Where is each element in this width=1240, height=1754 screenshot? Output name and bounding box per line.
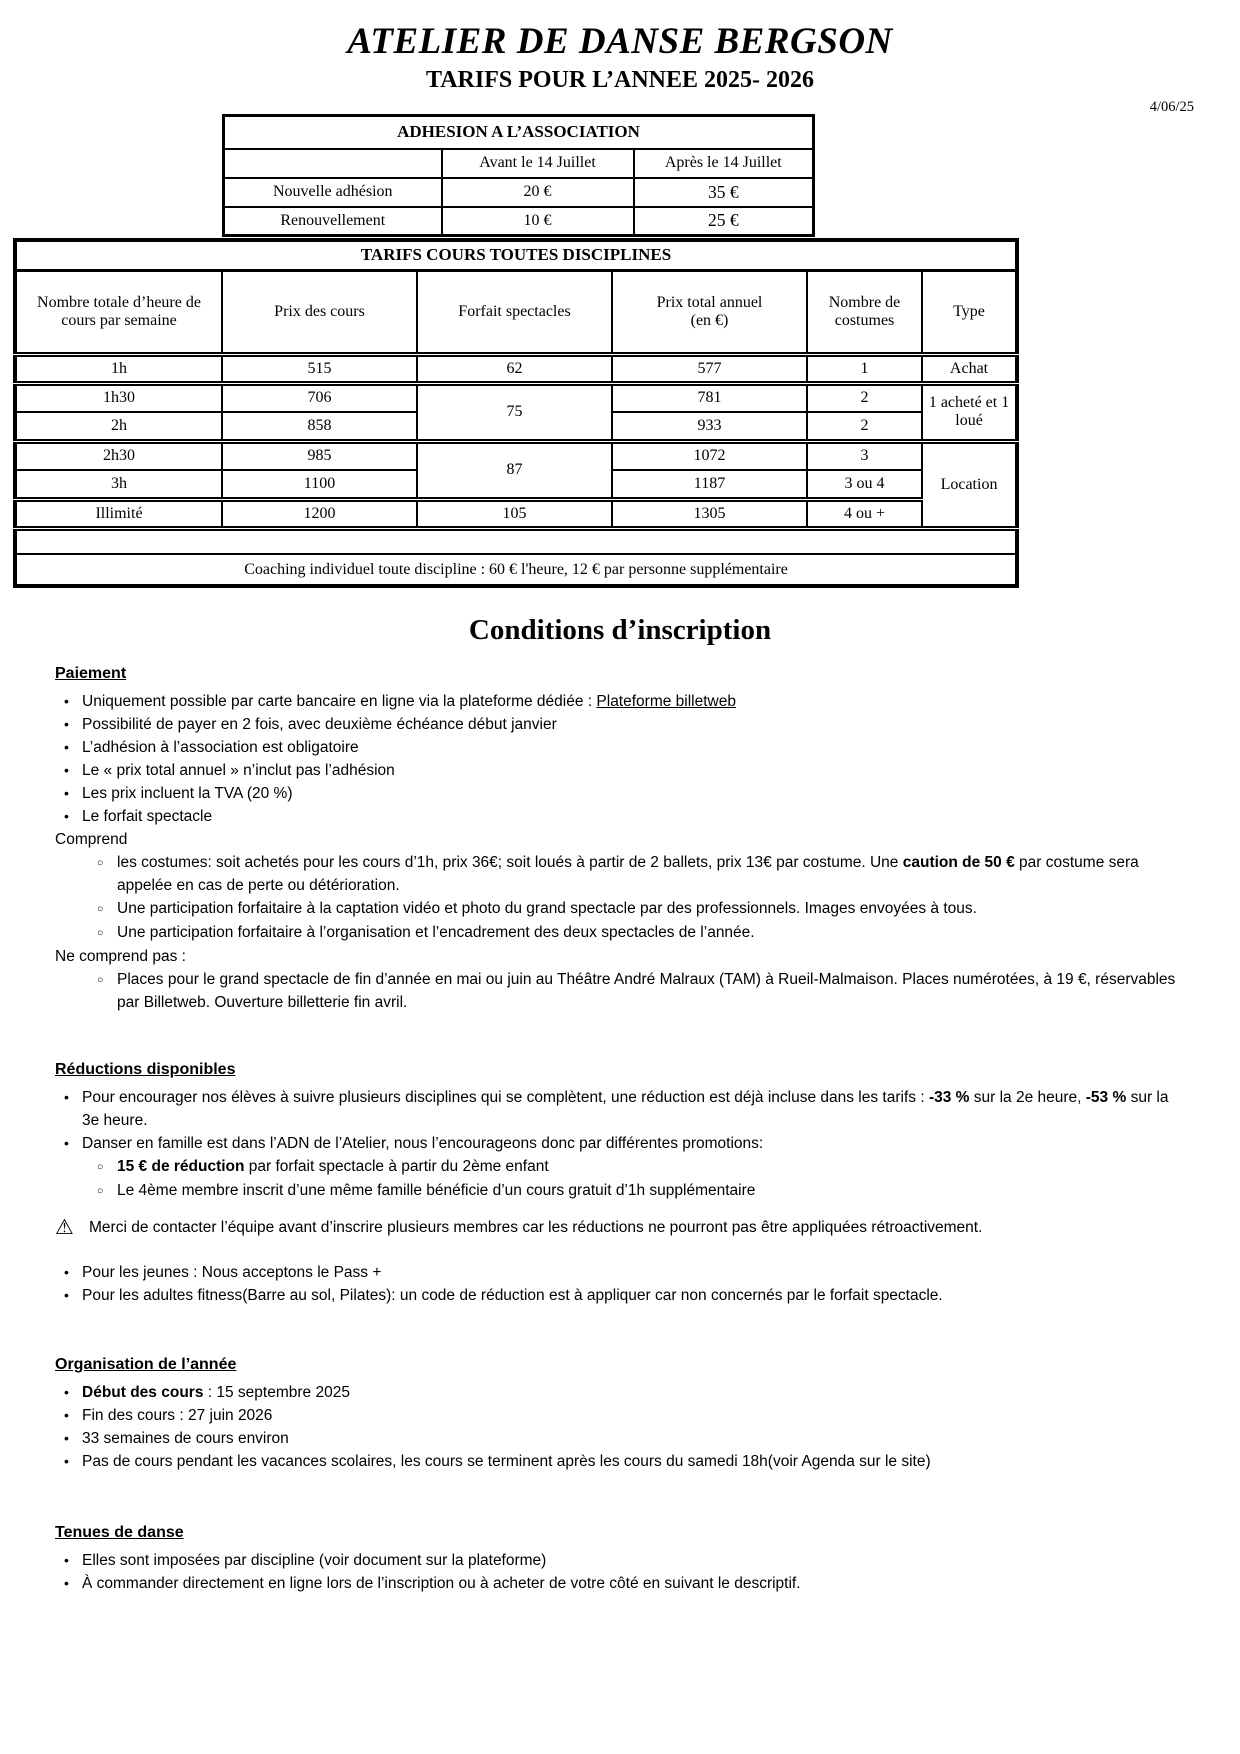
list-item-text-part: Pour encourager nos élèves à suivre plusieurs disciplines qui se complètent, une réduction est déjà incluse dans les tarifs : <box>82 1089 929 1106</box>
table-cell: 10 € <box>442 207 634 236</box>
table-row <box>224 149 814 178</box>
spacer-row <box>15 528 1017 554</box>
section-heading-reductions: Réductions disponibles <box>55 1061 236 1078</box>
list-item-text-part: sur la 2e heure, <box>969 1089 1086 1106</box>
adhesion-col-header-apres: Après le 14 Juillet <box>634 149 814 178</box>
list-item <box>55 1549 1182 1572</box>
list-item-text-part: les costumes: soit achetés pour les cours d’1h, prix 36€; soit loués à partir de 2 ballets, prix 13€ par costume. Une <box>117 854 903 871</box>
list-item <box>55 1155 1182 1179</box>
list-item <box>55 1261 1182 1284</box>
bullet-icon: • <box>64 1287 69 1303</box>
list-item-text: Pour les adultes fitness(Barre au sol, Pilates): un code de réduction est à appliquer car non concernés par le forfait spectacle. <box>82 1287 943 1304</box>
table-cell: 1h30 <box>15 383 222 412</box>
table-cell: 781 <box>612 383 807 412</box>
list-item-text: À commander directement en ligne lors de l’inscription ou à acheter de votre côté en suivant le descriptif. <box>82 1575 801 1592</box>
list-item <box>55 897 1182 921</box>
list-item-text: Possibilité de payer en 2 fois, avec deuxième échéance début janvier <box>82 716 557 733</box>
warning-note <box>55 1216 1182 1239</box>
col-header-forfait: Forfait spectacles <box>417 270 612 354</box>
list-item-text-bold: 15 € de réduction <box>117 1158 245 1175</box>
table-cell: 933 <box>612 412 807 441</box>
bullet-icon: • <box>64 1407 69 1423</box>
table-row <box>15 554 1017 586</box>
adhesion-corner-cell <box>224 149 442 178</box>
circle-bullet-icon: ○ <box>97 927 104 939</box>
table-cell: 1305 <box>612 499 807 528</box>
list-item-text-bold: Début des cours <box>82 1384 204 1401</box>
circle-bullet-icon: ○ <box>97 1161 104 1173</box>
section-heading-tenues: Tenues de danse <box>55 1524 184 1541</box>
table-cell: 20 € <box>442 178 634 207</box>
table-row <box>15 354 1017 383</box>
table-cell: 2 <box>807 412 922 441</box>
bullet-icon: • <box>64 1384 69 1400</box>
circle-bullet-icon: ○ <box>97 974 104 986</box>
table-cell: 1072 <box>612 441 807 470</box>
tarifs-table <box>13 238 1019 588</box>
bullet-icon: • <box>64 762 69 778</box>
list-item-text-bold: -53 % <box>1085 1089 1127 1106</box>
list-item <box>55 1086 1182 1132</box>
table-cell: 35 € <box>634 178 814 207</box>
table-cell: Illimité <box>15 499 222 528</box>
bullet-icon: • <box>64 693 69 709</box>
table-row <box>15 441 1017 470</box>
list-item-text <box>82 1381 1182 1404</box>
bullet-icon: • <box>64 808 69 824</box>
table-cell: 1200 <box>222 499 417 528</box>
table-cell: Achat <box>922 354 1017 383</box>
circle-bullet-icon: ○ <box>97 903 104 915</box>
section-heading-paiement: Paiement <box>55 665 127 682</box>
table-cell: 1 <box>807 354 922 383</box>
page-subtitle: TARIFS POUR L’ANNEE 2025- 2026 <box>425 67 815 93</box>
list-item-text: Le « prix total annuel » n’inclut pas l’adhésion <box>82 762 395 779</box>
table-cell: 1187 <box>612 470 807 499</box>
circle-bullet-icon: ○ <box>97 857 104 869</box>
table-cell: 577 <box>612 354 807 383</box>
list-item-text: 33 semaines de cours environ <box>82 1430 289 1447</box>
table-cell: 706 <box>222 383 417 412</box>
table-cell: 105 <box>417 499 612 528</box>
conditions-title: Conditions d’inscription <box>468 614 772 646</box>
list-item <box>55 736 1182 759</box>
table-row <box>15 383 1017 412</box>
bullet-icon: • <box>64 716 69 732</box>
page-title: ATELIER DE DANSE BERGSON <box>347 21 893 62</box>
list-item-text-part: : 15 septembre 2025 <box>203 1384 350 1401</box>
bullet-icon: • <box>64 1552 69 1568</box>
list-item <box>55 782 1182 805</box>
comprend-label: Comprend <box>55 831 128 848</box>
warning-icon: ⚠ <box>55 1216 74 1239</box>
table-row <box>224 207 814 236</box>
col-header-total <box>612 270 807 354</box>
list-item-text: Danser en famille est dans l’ADN de l’Atelier, nous l’encourageons donc par différentes promotions: <box>82 1135 764 1152</box>
col-header-total-line1: Prix total annuel <box>656 293 763 311</box>
list-item-text-part: sur la 3e heure. <box>82 1089 1169 1129</box>
adhesion-table-title: ADHESION A L’ASSOCIATION <box>224 116 814 149</box>
list-item <box>55 1132 1182 1155</box>
list-item-text: Pour les jeunes : Nous acceptons le Pass + <box>82 1264 382 1281</box>
table-row <box>15 240 1017 270</box>
table-cell: 515 <box>222 354 417 383</box>
adhesion-row-label: Nouvelle adhésion <box>224 178 442 207</box>
list-item <box>55 690 1182 713</box>
list-item <box>55 1381 1182 1404</box>
adhesion-table <box>222 114 815 237</box>
list-item-text-part: par costume sera appelée en cas de perte ou détérioration. <box>117 854 1139 894</box>
table-cell: 858 <box>222 412 417 441</box>
bullet-icon: • <box>64 1430 69 1446</box>
table-row <box>224 178 814 207</box>
bullet-icon: • <box>64 1264 69 1280</box>
col-header-hours: Nombre totale d’heure de cours par semaine <box>15 270 222 354</box>
list-item-text <box>82 690 1182 713</box>
adhesion-row-label: Renouvellement <box>224 207 442 236</box>
ne-comprend-label: Ne comprend pas : <box>55 948 186 965</box>
list-item <box>55 851 1182 897</box>
list-item-text: L’adhésion à l’association est obligatoire <box>82 739 359 756</box>
list-item-text: Le 4ème membre inscrit d’une même famille bénéficie d’un cours gratuit d’1h supplémentaire <box>117 1182 756 1199</box>
col-header-type: Type <box>922 270 1017 354</box>
billetweb-link[interactable]: Plateforme billetweb <box>596 693 736 710</box>
bullet-icon: • <box>64 739 69 755</box>
col-header-costumes: Nombre de costumes <box>807 270 922 354</box>
list-item <box>55 805 1182 828</box>
list-item <box>55 921 1182 945</box>
table-row <box>15 499 1017 528</box>
section-heading-organisation: Organisation de l’année <box>55 1356 237 1373</box>
col-header-total-line2: (en €) <box>690 311 729 329</box>
conditions-sections <box>0 662 1240 1595</box>
circle-bullet-icon: ○ <box>97 1185 104 1197</box>
list-item-text-part: par forfait spectacle à partir du 2ème enfant <box>244 1158 549 1175</box>
bullet-icon: • <box>64 1135 69 1151</box>
list-item-text: Elles sont imposées par discipline (voir document sur la plateforme) <box>82 1552 547 1569</box>
table-cell: 3 <box>807 441 922 470</box>
table-cell: 3h <box>15 470 222 499</box>
list-item-text <box>117 1155 1182 1179</box>
list-item-text: Une participation forfaitaire à la captation vidéo et photo du grand spectacle par des professionnels. Images envoyées à tous. <box>117 900 977 917</box>
bullet-icon: • <box>64 1575 69 1591</box>
table-cell: 62 <box>417 354 612 383</box>
table-cell: 2 <box>807 383 922 412</box>
list-item <box>55 1427 1182 1450</box>
warning-text: Merci de contacter l’équipe avant d’inscrire plusieurs membres car les réductions ne pourront pas être appliquées rétroactivement. <box>89 1219 983 1236</box>
table-cell: 4 ou + <box>807 499 922 528</box>
table-cell-merged: 75 <box>417 383 612 441</box>
table-cell: 25 € <box>634 207 814 236</box>
table-cell: 1h <box>15 354 222 383</box>
list-item-text <box>117 851 1182 897</box>
table-header-row <box>15 270 1017 354</box>
list-item <box>55 1404 1182 1427</box>
list-item <box>55 1179 1182 1203</box>
list-item-text: Pas de cours pendant les vacances scolaires, les cours se terminent après les cours du samedi 18h(voir Agenda sur le site) <box>82 1453 931 1470</box>
bullet-icon: • <box>64 1453 69 1469</box>
document-date: 4/06/25 <box>1149 99 1194 115</box>
spacer-cell <box>15 528 1017 554</box>
list-item-text: Le forfait spectacle <box>82 808 213 825</box>
list-item-text-bold: caution de 50 € <box>902 854 1015 871</box>
table-cell-merged: 1 acheté et 1 loué <box>922 383 1017 441</box>
table-row <box>224 116 814 149</box>
table-cell: 1100 <box>222 470 417 499</box>
list-item-text: Fin des cours : 27 juin 2026 <box>82 1407 273 1424</box>
table-cell-merged: 87 <box>417 441 612 499</box>
list-item-text: Places pour le grand spectacle de fin d’année en mai ou juin au Théâtre André Malraux (TAM) à Rueil-Malmaison. Places numérotées, à 19 €, réservables par Billetweb. Ouverture billetterie fin avril. <box>117 971 1176 1011</box>
adhesion-col-header-avant: Avant le 14 Juillet <box>442 149 634 178</box>
bullet-icon: • <box>64 785 69 801</box>
coaching-note: Coaching individuel toute discipline : 60 € l'heure, 12 € par personne supplémentaire <box>15 554 1017 586</box>
list-item <box>55 713 1182 736</box>
table-cell: 2h30 <box>15 441 222 470</box>
list-item-text: Une participation forfaitaire à l’organisation et l’encadrement des deux spectacles de l’année. <box>117 924 755 941</box>
table-cell: 2h <box>15 412 222 441</box>
list-item <box>55 1572 1182 1595</box>
list-item-text-bold: -33 % <box>928 1089 970 1106</box>
list-item <box>55 1450 1182 1473</box>
table-cell: 3 ou 4 <box>807 470 922 499</box>
tarifs-table-title: TARIFS COURS TOUTES DISCIPLINES <box>15 240 1017 270</box>
list-item-text <box>82 1086 1182 1132</box>
list-item <box>55 968 1182 1014</box>
list-item-text-part: Uniquement possible par carte bancaire en ligne via la plateforme dédiée : <box>82 693 597 710</box>
list-item-text: Les prix incluent la TVA (20 %) <box>82 785 293 802</box>
list-item <box>55 1284 1182 1307</box>
table-cell-merged: Location <box>922 441 1017 528</box>
list-item <box>55 759 1182 782</box>
table-cell: 985 <box>222 441 417 470</box>
col-header-prix: Prix des cours <box>222 270 417 354</box>
bullet-icon: • <box>64 1089 69 1105</box>
